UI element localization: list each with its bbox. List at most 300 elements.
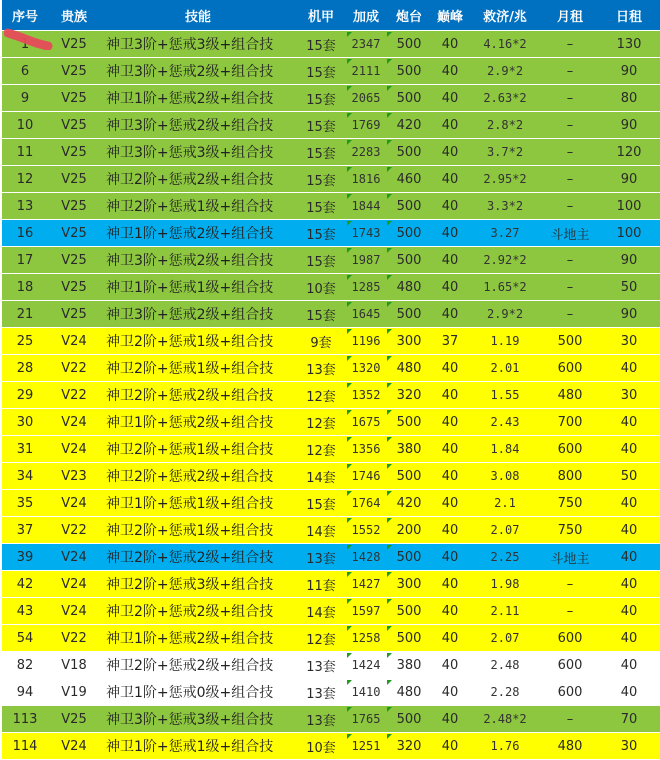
cell-vip[interactable]: V25	[48, 193, 100, 220]
cell-monthly[interactable]: 斗地主	[542, 544, 598, 571]
cell-skill[interactable]: 神卫1阶+惩戒0级+组合技	[100, 679, 296, 706]
cell-skill[interactable]: 神卫2阶+惩戒1级+组合技	[100, 517, 296, 544]
cell-monthly[interactable]: 500	[542, 328, 598, 355]
cell-monthly[interactable]: –	[542, 706, 598, 733]
table-row[interactable]	[2, 274, 660, 301]
table-row[interactable]	[2, 625, 660, 652]
cell-vip[interactable]: V25	[48, 58, 100, 85]
table-row[interactable]	[2, 328, 660, 355]
cell-peak[interactable]: 40	[432, 301, 468, 328]
cell-mecha[interactable]: 14套	[296, 517, 346, 544]
cell-turret[interactable]: 320	[386, 382, 432, 409]
cell-daily[interactable]: 50	[598, 463, 660, 490]
cell-monthly[interactable]: 600	[542, 355, 598, 382]
cell-mecha[interactable]: 13套	[296, 355, 346, 382]
cell-monthly[interactable]: –	[542, 247, 598, 274]
cell-vip[interactable]: V24	[48, 436, 100, 463]
cell-turret[interactable]: 500	[386, 301, 432, 328]
cell-mecha[interactable]: 9套	[296, 328, 346, 355]
cell-daily[interactable]: 100	[598, 193, 660, 220]
cell-vip[interactable]: V22	[48, 625, 100, 652]
cell-id[interactable]: 34	[2, 463, 48, 490]
cell-relief[interactable]: 3.3*2	[468, 193, 542, 220]
cell-id[interactable]: 35	[2, 490, 48, 517]
cell-vip[interactable]: V25	[48, 247, 100, 274]
cell-id[interactable]: 10	[2, 112, 48, 139]
cell-peak[interactable]: 40	[432, 679, 468, 706]
cell-bonus[interactable]: 1285	[346, 274, 386, 301]
cell-vip[interactable]: V24	[48, 490, 100, 517]
cell-vip[interactable]: V25	[48, 85, 100, 112]
table-row[interactable]	[2, 301, 660, 328]
cell-daily[interactable]: 100	[598, 220, 660, 247]
cell-vip[interactable]: V22	[48, 382, 100, 409]
cell-relief[interactable]: 2.9*2	[468, 58, 542, 85]
cell-mecha[interactable]: 15套	[296, 193, 346, 220]
cell-vip[interactable]: V22	[48, 517, 100, 544]
cell-bonus[interactable]: 1816	[346, 166, 386, 193]
cell-bonus[interactable]: 1428	[346, 544, 386, 571]
cell-mecha[interactable]: 15套	[296, 139, 346, 166]
cell-bonus[interactable]: 1769	[346, 112, 386, 139]
cell-id[interactable]: 82	[2, 652, 48, 679]
cell-monthly[interactable]: –	[542, 31, 598, 58]
table-row[interactable]	[2, 571, 660, 598]
cell-daily[interactable]: 90	[598, 58, 660, 85]
cell-skill[interactable]: 神卫3阶+惩戒3级+组合技	[100, 31, 296, 58]
cell-turret[interactable]: 460	[386, 166, 432, 193]
cell-id[interactable]: 11	[2, 139, 48, 166]
cell-turret[interactable]: 500	[386, 463, 432, 490]
cell-bonus[interactable]: 1410	[346, 679, 386, 706]
header-id[interactable]: 序号	[2, 0, 48, 31]
cell-turret[interactable]: 420	[386, 112, 432, 139]
cell-vip[interactable]: V23	[48, 463, 100, 490]
cell-id[interactable]: 30	[2, 409, 48, 436]
cell-vip[interactable]: V24	[48, 328, 100, 355]
cell-id[interactable]: 28	[2, 355, 48, 382]
cell-daily[interactable]: 50	[598, 274, 660, 301]
cell-monthly[interactable]: –	[542, 598, 598, 625]
cell-daily[interactable]: 40	[598, 355, 660, 382]
cell-relief[interactable]: 1.19	[468, 328, 542, 355]
header-peak[interactable]: 巅峰	[432, 0, 468, 31]
cell-daily[interactable]: 90	[598, 112, 660, 139]
cell-mecha[interactable]: 14套	[296, 598, 346, 625]
cell-bonus[interactable]: 2347	[346, 31, 386, 58]
cell-mecha[interactable]: 15套	[296, 247, 346, 274]
cell-peak[interactable]: 40	[432, 625, 468, 652]
cell-turret[interactable]: 300	[386, 328, 432, 355]
cell-vip[interactable]: V24	[48, 409, 100, 436]
cell-skill[interactable]: 神卫3阶+惩戒2级+组合技	[100, 58, 296, 85]
cell-relief[interactable]: 1.65*2	[468, 274, 542, 301]
cell-id[interactable]: 39	[2, 544, 48, 571]
cell-skill[interactable]: 神卫2阶+惩戒2级+组合技	[100, 652, 296, 679]
cell-id[interactable]: 43	[2, 598, 48, 625]
cell-peak[interactable]: 40	[432, 58, 468, 85]
cell-turret[interactable]: 500	[386, 247, 432, 274]
table-row[interactable]	[2, 733, 660, 760]
cell-id[interactable]: 6	[2, 58, 48, 85]
cell-peak[interactable]: 40	[432, 517, 468, 544]
cell-id[interactable]: 94	[2, 679, 48, 706]
cell-vip[interactable]: V24	[48, 571, 100, 598]
cell-id[interactable]: 9	[2, 85, 48, 112]
cell-peak[interactable]: 40	[432, 436, 468, 463]
cell-turret[interactable]: 500	[386, 706, 432, 733]
cell-bonus[interactable]: 1320	[346, 355, 386, 382]
cell-relief[interactable]: 2.92*2	[468, 247, 542, 274]
cell-mecha[interactable]: 13套	[296, 652, 346, 679]
cell-daily[interactable]: 40	[598, 544, 660, 571]
cell-vip[interactable]: V25	[48, 706, 100, 733]
cell-daily[interactable]: 70	[598, 706, 660, 733]
cell-skill[interactable]: 神卫2阶+惩戒3级+组合技	[100, 571, 296, 598]
cell-bonus[interactable]: 1258	[346, 625, 386, 652]
cell-monthly[interactable]: –	[542, 139, 598, 166]
cell-monthly[interactable]: 480	[542, 733, 598, 760]
cell-relief[interactable]: 2.48	[468, 652, 542, 679]
cell-relief[interactable]: 2.8*2	[468, 112, 542, 139]
table-row[interactable]	[2, 247, 660, 274]
cell-peak[interactable]: 40	[432, 355, 468, 382]
cell-bonus[interactable]: 1352	[346, 382, 386, 409]
cell-peak[interactable]: 40	[432, 571, 468, 598]
cell-peak[interactable]: 40	[432, 598, 468, 625]
cell-turret[interactable]: 380	[386, 436, 432, 463]
cell-daily[interactable]: 40	[598, 517, 660, 544]
cell-daily[interactable]: 90	[598, 247, 660, 274]
cell-skill[interactable]: 神卫1阶+惩戒2级+组合技	[100, 220, 296, 247]
cell-id[interactable]: 25	[2, 328, 48, 355]
cell-vip[interactable]: V24	[48, 598, 100, 625]
cell-peak[interactable]: 40	[432, 193, 468, 220]
cell-turret[interactable]: 500	[386, 85, 432, 112]
cell-peak[interactable]: 40	[432, 274, 468, 301]
table-row[interactable]	[2, 490, 660, 517]
cell-id[interactable]: 114	[2, 733, 48, 760]
cell-id[interactable]: 13	[2, 193, 48, 220]
cell-vip[interactable]: V19	[48, 679, 100, 706]
cell-skill[interactable]: 神卫2阶+惩戒1级+组合技	[100, 328, 296, 355]
cell-daily[interactable]: 90	[598, 301, 660, 328]
cell-mecha[interactable]: 11套	[296, 571, 346, 598]
cell-monthly[interactable]: 600	[542, 625, 598, 652]
table-row[interactable]	[2, 139, 660, 166]
cell-monthly[interactable]: 600	[542, 652, 598, 679]
cell-skill[interactable]: 神卫1阶+惩戒1级+组合技	[100, 490, 296, 517]
cell-bonus[interactable]: 1597	[346, 598, 386, 625]
table-row[interactable]	[2, 112, 660, 139]
cell-daily[interactable]: 40	[598, 571, 660, 598]
cell-turret[interactable]: 320	[386, 733, 432, 760]
table-row[interactable]	[2, 652, 660, 679]
cell-monthly[interactable]: –	[542, 274, 598, 301]
header-monthly[interactable]: 月租	[542, 0, 598, 31]
cell-relief[interactable]: 3.27	[468, 220, 542, 247]
cell-relief[interactable]: 2.07	[468, 625, 542, 652]
table-row[interactable]	[2, 85, 660, 112]
cell-peak[interactable]: 40	[432, 139, 468, 166]
cell-monthly[interactable]: 750	[542, 517, 598, 544]
table-row[interactable]	[2, 220, 660, 247]
cell-bonus[interactable]: 1552	[346, 517, 386, 544]
cell-peak[interactable]: 40	[432, 31, 468, 58]
cell-vip[interactable]: V25	[48, 166, 100, 193]
cell-skill[interactable]: 神卫2阶+惩戒2级+组合技	[100, 544, 296, 571]
cell-monthly[interactable]: 800	[542, 463, 598, 490]
cell-daily[interactable]: 120	[598, 139, 660, 166]
cell-monthly[interactable]: –	[542, 301, 598, 328]
table-row[interactable]	[2, 706, 660, 733]
cell-vip[interactable]: V22	[48, 355, 100, 382]
cell-daily[interactable]: 40	[598, 652, 660, 679]
cell-turret[interactable]: 500	[386, 193, 432, 220]
cell-bonus[interactable]: 1251	[346, 733, 386, 760]
cell-relief[interactable]: 2.63*2	[468, 85, 542, 112]
cell-monthly[interactable]: 斗地主	[542, 220, 598, 247]
cell-skill[interactable]: 神卫3阶+惩戒2级+组合技	[100, 112, 296, 139]
cell-daily[interactable]: 80	[598, 85, 660, 112]
cell-bonus[interactable]: 1765	[346, 706, 386, 733]
cell-daily[interactable]: 40	[598, 490, 660, 517]
cell-monthly[interactable]: –	[542, 85, 598, 112]
cell-peak[interactable]: 40	[432, 733, 468, 760]
cell-monthly[interactable]: –	[542, 58, 598, 85]
cell-turret[interactable]: 200	[386, 517, 432, 544]
cell-bonus[interactable]: 1675	[346, 409, 386, 436]
cell-peak[interactable]: 37	[432, 328, 468, 355]
cell-mecha[interactable]: 15套	[296, 112, 346, 139]
header-turret[interactable]: 炮台	[386, 0, 432, 31]
header-vip[interactable]: 贵族	[48, 0, 100, 31]
cell-relief[interactable]: 1.84	[468, 436, 542, 463]
cell-relief[interactable]: 4.16*2	[468, 31, 542, 58]
table-row[interactable]	[2, 58, 660, 85]
cell-relief[interactable]: 3.08	[468, 463, 542, 490]
cell-mecha[interactable]: 15套	[296, 166, 346, 193]
cell-bonus[interactable]: 1743	[346, 220, 386, 247]
cell-bonus[interactable]: 1987	[346, 247, 386, 274]
cell-bonus[interactable]: 2283	[346, 139, 386, 166]
cell-turret[interactable]: 380	[386, 652, 432, 679]
cell-monthly[interactable]: –	[542, 193, 598, 220]
cell-peak[interactable]: 40	[432, 652, 468, 679]
cell-peak[interactable]: 40	[432, 490, 468, 517]
cell-peak[interactable]: 40	[432, 220, 468, 247]
cell-peak[interactable]: 40	[432, 544, 468, 571]
cell-id[interactable]: 1	[2, 31, 48, 58]
cell-peak[interactable]: 40	[432, 409, 468, 436]
cell-relief[interactable]: 2.25	[468, 544, 542, 571]
table-row[interactable]	[2, 355, 660, 382]
cell-turret[interactable]: 500	[386, 220, 432, 247]
cell-turret[interactable]: 480	[386, 274, 432, 301]
cell-daily[interactable]: 30	[598, 328, 660, 355]
cell-mecha[interactable]: 10套	[296, 274, 346, 301]
cell-id[interactable]: 113	[2, 706, 48, 733]
cell-turret[interactable]: 500	[386, 544, 432, 571]
cell-daily[interactable]: 40	[598, 436, 660, 463]
cell-turret[interactable]: 420	[386, 490, 432, 517]
cell-daily[interactable]: 30	[598, 733, 660, 760]
table-row[interactable]	[2, 598, 660, 625]
cell-skill[interactable]: 神卫2阶+惩戒1级+组合技	[100, 193, 296, 220]
cell-monthly[interactable]: –	[542, 166, 598, 193]
cell-vip[interactable]: V25	[48, 301, 100, 328]
cell-relief[interactable]: 3.7*2	[468, 139, 542, 166]
cell-skill[interactable]: 神卫1阶+惩戒2级+组合技	[100, 409, 296, 436]
table-row[interactable]	[2, 31, 660, 58]
cell-mecha[interactable]: 15套	[296, 85, 346, 112]
cell-id[interactable]: 17	[2, 247, 48, 274]
cell-mecha[interactable]: 14套	[296, 463, 346, 490]
cell-daily[interactable]: 40	[598, 679, 660, 706]
cell-skill[interactable]: 神卫1阶+惩戒2级+组合技	[100, 85, 296, 112]
cell-relief[interactable]: 2.01	[468, 355, 542, 382]
table-row[interactable]	[2, 463, 660, 490]
cell-id[interactable]: 42	[2, 571, 48, 598]
cell-vip[interactable]: V25	[48, 31, 100, 58]
cell-peak[interactable]: 40	[432, 85, 468, 112]
cell-daily[interactable]: 90	[598, 166, 660, 193]
cell-mecha[interactable]: 10套	[296, 733, 346, 760]
cell-skill[interactable]: 神卫3阶+惩戒2级+组合技	[100, 247, 296, 274]
cell-monthly[interactable]: 480	[542, 382, 598, 409]
table-row[interactable]	[2, 679, 660, 706]
cell-bonus[interactable]: 1424	[346, 652, 386, 679]
cell-bonus[interactable]: 2065	[346, 85, 386, 112]
header-daily[interactable]: 日租	[598, 0, 660, 31]
cell-skill[interactable]: 神卫2阶+惩戒1级+组合技	[100, 355, 296, 382]
cell-relief[interactable]: 2.28	[468, 679, 542, 706]
cell-daily[interactable]: 40	[598, 625, 660, 652]
table-row[interactable]	[2, 436, 660, 463]
cell-skill[interactable]: 神卫2阶+惩戒2级+组合技	[100, 382, 296, 409]
cell-skill[interactable]: 神卫3阶+惩戒3级+组合技	[100, 139, 296, 166]
header-mecha[interactable]: 机甲	[296, 0, 346, 31]
cell-monthly[interactable]: 700	[542, 409, 598, 436]
cell-vip[interactable]: V24	[48, 544, 100, 571]
cell-monthly[interactable]: 600	[542, 679, 598, 706]
cell-id[interactable]: 31	[2, 436, 48, 463]
cell-id[interactable]: 54	[2, 625, 48, 652]
cell-peak[interactable]: 40	[432, 247, 468, 274]
cell-monthly[interactable]: –	[542, 571, 598, 598]
cell-skill[interactable]: 神卫1阶+惩戒1级+组合技	[100, 274, 296, 301]
cell-bonus[interactable]: 1356	[346, 436, 386, 463]
cell-id[interactable]: 37	[2, 517, 48, 544]
cell-id[interactable]: 12	[2, 166, 48, 193]
cell-peak[interactable]: 40	[432, 166, 468, 193]
cell-peak[interactable]: 40	[432, 706, 468, 733]
cell-daily[interactable]: 40	[598, 409, 660, 436]
cell-peak[interactable]: 40	[432, 382, 468, 409]
cell-turret[interactable]: 500	[386, 409, 432, 436]
cell-mecha[interactable]: 13套	[296, 706, 346, 733]
cell-skill[interactable]: 神卫1阶+惩戒2级+组合技	[100, 625, 296, 652]
cell-mecha[interactable]: 15套	[296, 301, 346, 328]
cell-mecha[interactable]: 13套	[296, 679, 346, 706]
cell-daily[interactable]: 40	[598, 598, 660, 625]
cell-monthly[interactable]: 600	[542, 436, 598, 463]
cell-vip[interactable]: V18	[48, 652, 100, 679]
cell-relief[interactable]: 2.9*2	[468, 301, 542, 328]
cell-turret[interactable]: 500	[386, 31, 432, 58]
table-row[interactable]	[2, 409, 660, 436]
cell-id[interactable]: 18	[2, 274, 48, 301]
cell-relief[interactable]: 2.11	[468, 598, 542, 625]
cell-bonus[interactable]: 1746	[346, 463, 386, 490]
cell-id[interactable]: 29	[2, 382, 48, 409]
cell-mecha[interactable]: 15套	[296, 58, 346, 85]
cell-vip[interactable]: V25	[48, 220, 100, 247]
cell-turret[interactable]: 480	[386, 679, 432, 706]
cell-peak[interactable]: 40	[432, 463, 468, 490]
cell-vip[interactable]: V24	[48, 733, 100, 760]
cell-relief[interactable]: 1.55	[468, 382, 542, 409]
cell-turret[interactable]: 300	[386, 571, 432, 598]
cell-mecha[interactable]: 12套	[296, 436, 346, 463]
cell-mecha[interactable]: 15套	[296, 220, 346, 247]
cell-turret[interactable]: 500	[386, 598, 432, 625]
cell-mecha[interactable]: 12套	[296, 409, 346, 436]
cell-relief[interactable]: 2.1	[468, 490, 542, 517]
cell-relief[interactable]: 2.07	[468, 517, 542, 544]
cell-turret[interactable]: 500	[386, 139, 432, 166]
header-skill[interactable]: 技能	[100, 0, 296, 31]
cell-turret[interactable]: 500	[386, 58, 432, 85]
cell-mecha[interactable]: 15套	[296, 490, 346, 517]
cell-mecha[interactable]: 12套	[296, 625, 346, 652]
cell-mecha[interactable]: 12套	[296, 382, 346, 409]
cell-bonus[interactable]: 1764	[346, 490, 386, 517]
cell-bonus[interactable]: 1427	[346, 571, 386, 598]
cell-vip[interactable]: V25	[48, 274, 100, 301]
cell-skill[interactable]: 神卫1阶+惩戒1级+组合技	[100, 733, 296, 760]
cell-vip[interactable]: V25	[48, 112, 100, 139]
cell-daily[interactable]: 130	[598, 31, 660, 58]
header-relief[interactable]: 救济/兆	[468, 0, 542, 31]
cell-relief[interactable]: 2.43	[468, 409, 542, 436]
table-row[interactable]	[2, 193, 660, 220]
table-row[interactable]	[2, 166, 660, 193]
cell-turret[interactable]: 500	[386, 625, 432, 652]
cell-skill[interactable]: 神卫2阶+惩戒1级+组合技	[100, 436, 296, 463]
cell-relief[interactable]: 1.98	[468, 571, 542, 598]
table-row[interactable]	[2, 382, 660, 409]
cell-skill[interactable]: 神卫2阶+惩戒2级+组合技	[100, 166, 296, 193]
table-row[interactable]	[2, 544, 660, 571]
cell-bonus[interactable]: 2111	[346, 58, 386, 85]
cell-monthly[interactable]: –	[542, 112, 598, 139]
cell-bonus[interactable]: 1645	[346, 301, 386, 328]
cell-turret[interactable]: 480	[386, 355, 432, 382]
cell-skill[interactable]: 神卫3阶+惩戒2级+组合技	[100, 301, 296, 328]
cell-monthly[interactable]: 750	[542, 490, 598, 517]
cell-mecha[interactable]: 15套	[296, 31, 346, 58]
cell-skill[interactable]: 神卫3阶+惩戒3级+组合技	[100, 706, 296, 733]
cell-skill[interactable]: 神卫2阶+惩戒2级+组合技	[100, 598, 296, 625]
cell-vip[interactable]: V25	[48, 139, 100, 166]
cell-skill[interactable]: 神卫2阶+惩戒2级+组合技	[100, 463, 296, 490]
cell-mecha[interactable]: 13套	[296, 544, 346, 571]
cell-peak[interactable]: 40	[432, 112, 468, 139]
cell-daily[interactable]: 30	[598, 382, 660, 409]
cell-relief[interactable]: 2.48*2	[468, 706, 542, 733]
header-bonus[interactable]: 加成	[346, 0, 386, 31]
